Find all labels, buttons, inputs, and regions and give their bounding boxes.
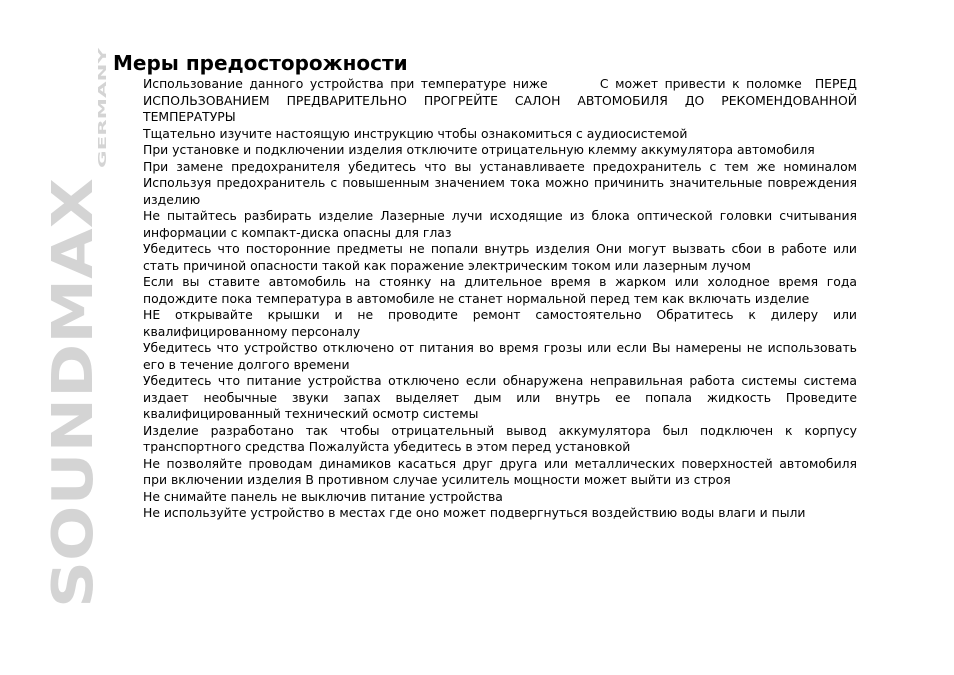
precaution-item: Изделие разработано так чтобы отрицательный вывод аккумулятора был подключен к корпусу транспортного средства Пожалуйста убедитесь в этом перед установкой xyxy=(143,422,857,454)
precaution-item: Убедитесь что питание устройства отключено если обнаружена неправильная работа системы система издает необычные звуки запах выделяет дым или внутрь ее попала жидкость Проведите квалифицированный технический осмотр системы xyxy=(143,373,857,421)
precaution-item: Не используйте устройство в местах где оно может подвергнуться воздействию воды влаги и пыли xyxy=(143,505,806,520)
precaution-item: Не позволяйте проводам динамиков касаться друг друга или металлических поверхностей автомобиля при включении изделия В противном случае усилитель мощности может выйти из строя xyxy=(143,455,857,487)
brand-sub: GERMANY xyxy=(96,106,109,168)
page-title: Меры предосторожности xyxy=(113,51,408,75)
precaution-item: НЕ открывайте крышки и не проводите ремонт самостоятельно Обратитесь к дилеру или квалифицированному персоналу xyxy=(143,307,857,339)
precaution-item: При установке и подключении изделия отключите отрицательную клемму аккумулятора автомобиля xyxy=(143,142,815,157)
precautions-list xyxy=(143,76,861,522)
precaution-item: При замене предохранителя убедитесь что вы устанавливаете предохранитель с тем же номиналом Используя предохранитель с повышенным значением тока можно причинить значительные повреждения изделию xyxy=(143,158,857,207)
precaution-item: Не пытайтесь разбирать изделие Лазерные лучи исходящие из блока оптической головки считывания информации с компакт-диска опасны для глаз xyxy=(143,208,857,240)
precaution-item: Использование данного устройства при температуре ниже С может привести к поломке ПЕРЕД ИСПОЛЬЗОВАНИЕМ ПРЕДВАРИТЕЛЬНО ПРОГРЕЙТЕ САЛОН АВТОМОБИЛЯ ДО РЕКОМЕНДОВАННОЙ ТЕМПЕРАТУРЫ xyxy=(143,76,861,124)
soundmax-logo xyxy=(41,40,110,620)
precaution-item: Не снимайте панель не выключив питание устройства xyxy=(143,488,503,504)
precaution-item: Если вы ставите автомобиль на стоянку на длительное время в жарком или холодное время года подождите пока температура в автомобиле не станет нормальной перед тем как включать изделие xyxy=(143,274,857,306)
precaution-item: Убедитесь что устройство отключено от питания во время грозы или если Вы намерены не использовать его в течение долгого времени xyxy=(143,340,857,372)
brand-name: SOUNDMAX xyxy=(41,238,106,608)
precaution-item: Тщательно изучите настоящую инструкцию чтобы ознакомиться с аудиосистемой xyxy=(143,125,688,141)
precaution-item: Убедитесь что посторонние предметы не попали внутрь изделия Они могут вызвать сбои в работе или стать причиной опасности такой как поражение электрическим током или лазерным лучом xyxy=(143,241,857,273)
